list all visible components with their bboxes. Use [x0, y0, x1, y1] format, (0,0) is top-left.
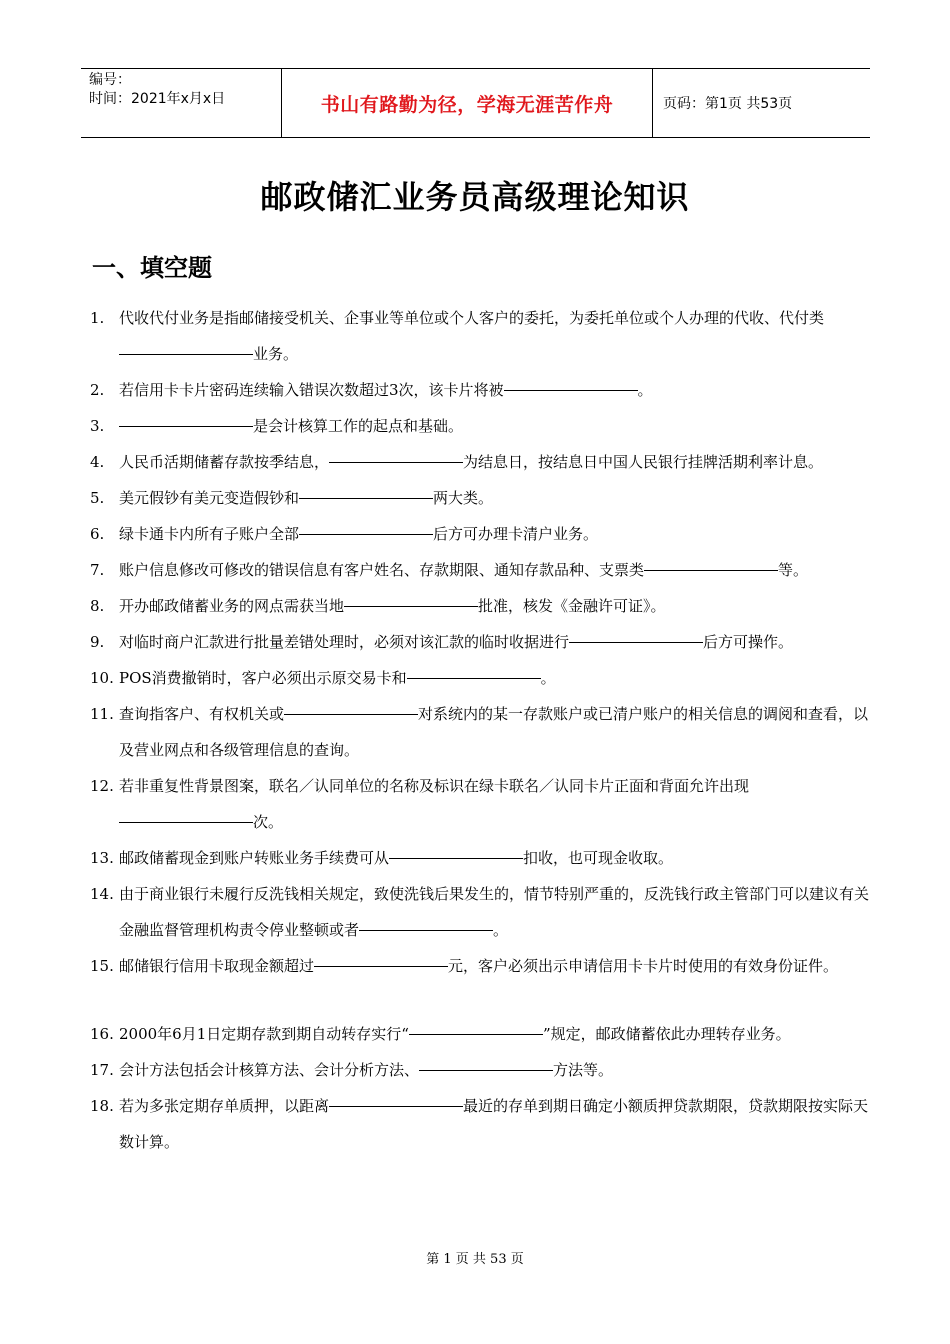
question-number: 5.: [90, 489, 105, 507]
question-text: 会计方法包括会计核算方法、会计分析方法、: [119, 1061, 420, 1079]
question-text: 若信用卡卡片密码连续输入错误次数超过3次，该卡片将被: [119, 381, 504, 399]
question-number: 6.: [90, 525, 105, 543]
question-text: 代收代付业务是指邮储接受机关、企事业等单位或个人客户的委托，为委托单位或个人办理的代收、代付类: [119, 309, 825, 327]
code-label: 编号：: [89, 72, 131, 88]
question-item: [90, 1016, 870, 1052]
question-text-tail: 业务。: [253, 345, 299, 363]
question-text-tail: 对系统内的某一存款账户或已清户账户的相关信息的调阅和查看，以及营业网点和各级管理信息的查询。: [119, 705, 869, 759]
question-text-tail: 次。: [253, 813, 284, 831]
question-text-tail: 。: [637, 381, 653, 399]
question-number: 14.: [90, 885, 114, 903]
question-text: 若为多张定期存单质押，以距离: [119, 1097, 330, 1115]
document-title: 邮政储汇业务员高级理论知识: [260, 178, 690, 216]
question-text-tail: 后方可操作。: [703, 633, 794, 651]
question-text-tail: 是会计核算工作的起点和基础。: [253, 417, 464, 435]
question-item: [90, 444, 870, 480]
question-number: 2.: [90, 381, 105, 399]
question-text: 账户信息修改可修改的错误信息有客户姓名、存款期限、通知存款品种、支票类: [119, 561, 645, 579]
question-text-tail: 后方可办理卡清户业务。: [433, 525, 599, 543]
question-list: [90, 300, 870, 1160]
question-number: 7.: [90, 561, 105, 579]
question-text-tail: 等。: [778, 561, 809, 579]
question-item: [90, 480, 870, 516]
question-item: [90, 408, 870, 444]
time-label: 时间：2021年x月x日: [89, 91, 226, 107]
answer-blank[interactable]: [119, 821, 253, 823]
question-number: 18.: [90, 1097, 114, 1115]
header-table: [81, 68, 870, 138]
question-number: 9.: [90, 633, 105, 651]
answer-blank[interactable]: [389, 857, 523, 859]
answer-blank[interactable]: [407, 677, 541, 679]
header-meta: [81, 69, 281, 137]
header-page-info: 页码：第1页 共53页: [663, 96, 793, 112]
question-text-tail: 。: [540, 669, 556, 687]
question-text: 2000年6月1日定期存款到期自动转存实行“: [119, 1025, 409, 1043]
answer-blank[interactable]: [359, 929, 493, 931]
question-text: 绿卡通卡内所有子账户全部: [119, 525, 300, 543]
answer-blank[interactable]: [284, 713, 418, 715]
question-item: [90, 1052, 870, 1088]
question-number: 16.: [90, 1025, 114, 1043]
question-text-tail: 方法等。: [553, 1061, 614, 1079]
question-text-tail: ”规定，邮政储蓄依此办理转存业务。: [542, 1025, 791, 1043]
question-text-tail: 。: [493, 921, 509, 939]
question-text-tail: 元，客户必须出示申请信用卡卡片时使用的有效身份证件。: [448, 957, 839, 975]
question-item: [90, 624, 870, 660]
question-text: 开办邮政储蓄业务的网点需获当地: [119, 597, 345, 615]
answer-blank[interactable]: [504, 389, 638, 391]
question-item: [90, 372, 870, 408]
answer-blank[interactable]: [344, 605, 478, 607]
answer-blank[interactable]: [644, 569, 778, 571]
question-item: [90, 660, 870, 696]
question-number: 12.: [90, 777, 114, 795]
question-text: 由于商业银行未履行反洗钱相关规定，致使洗钱后果发生的，情节特别严重的，反洗钱行政主管部门可以建议有关金融监督管理机构责令停业整顿或者: [119, 885, 870, 939]
question-text: 邮政储蓄现金到账户转账业务手续费可从: [119, 849, 390, 867]
page-footer: 第 1 页 共 53 页: [426, 1252, 524, 1267]
question-text: POS消费撤销时，客户必须出示原交易卡和: [119, 669, 407, 687]
answer-blank[interactable]: [119, 353, 253, 355]
question-text: 查询指客户、有权机关或: [119, 705, 285, 723]
answer-blank[interactable]: [299, 533, 433, 535]
question-number: 10.: [90, 669, 114, 687]
question-item: [90, 948, 870, 984]
question-text: 对临时商户汇款进行批量差错处理时，必须对该汇款的临时收据进行: [119, 633, 570, 651]
question-number: 11.: [90, 705, 114, 723]
answer-blank[interactable]: [299, 497, 433, 499]
question-item: [90, 696, 870, 768]
question-item: [90, 588, 870, 624]
question-item: [90, 516, 870, 552]
question-text: 美元假钞有美元变造假钞和: [119, 489, 300, 507]
answer-blank[interactable]: [329, 461, 463, 463]
answer-blank[interactable]: [569, 641, 703, 643]
answer-blank[interactable]: [119, 425, 253, 427]
answer-blank[interactable]: [409, 1033, 543, 1035]
question-number: 15.: [90, 957, 114, 975]
question-number: 4.: [90, 453, 105, 471]
question-text-tail: 批准，核发《金融许可证》。: [478, 597, 666, 615]
answer-blank[interactable]: [419, 1069, 553, 1071]
question-number: 1.: [90, 309, 105, 327]
answer-blank[interactable]: [329, 1105, 463, 1107]
question-item: [90, 768, 870, 840]
question-text-tail: 扣收，也可现金收取。: [523, 849, 674, 867]
question-number: 17.: [90, 1061, 114, 1079]
question-number: 8.: [90, 597, 105, 615]
section-title: 一、填空题: [92, 254, 212, 282]
question-text: 邮储银行信用卡取现金额超过: [119, 957, 315, 975]
question-number: 13.: [90, 849, 114, 867]
question-item: [90, 840, 870, 876]
question-text-tail: 最近的存单到期日确定小额质押贷款期限，贷款期限按实际天数计算。: [119, 1097, 869, 1151]
question-text-tail: 两大类。: [433, 489, 494, 507]
question-item: [90, 876, 870, 948]
question-item: [90, 1088, 870, 1160]
question-text: 人民币活期储蓄存款按季结息，: [119, 453, 330, 471]
header-motto: 书山有路勤为径，学海无涯苦作舟: [281, 69, 653, 137]
question-item: [90, 300, 870, 372]
question-item: [90, 552, 870, 588]
question-text-tail: 为结息日，按结息日中国人民银行挂牌活期利率计息。: [463, 453, 824, 471]
question-text: 若非重复性背景图案，联名／认同单位的名称及标识在绿卡联名／认同卡片正面和背面允许出现: [119, 777, 750, 795]
answer-blank[interactable]: [314, 965, 448, 967]
question-number: 3.: [90, 417, 105, 435]
